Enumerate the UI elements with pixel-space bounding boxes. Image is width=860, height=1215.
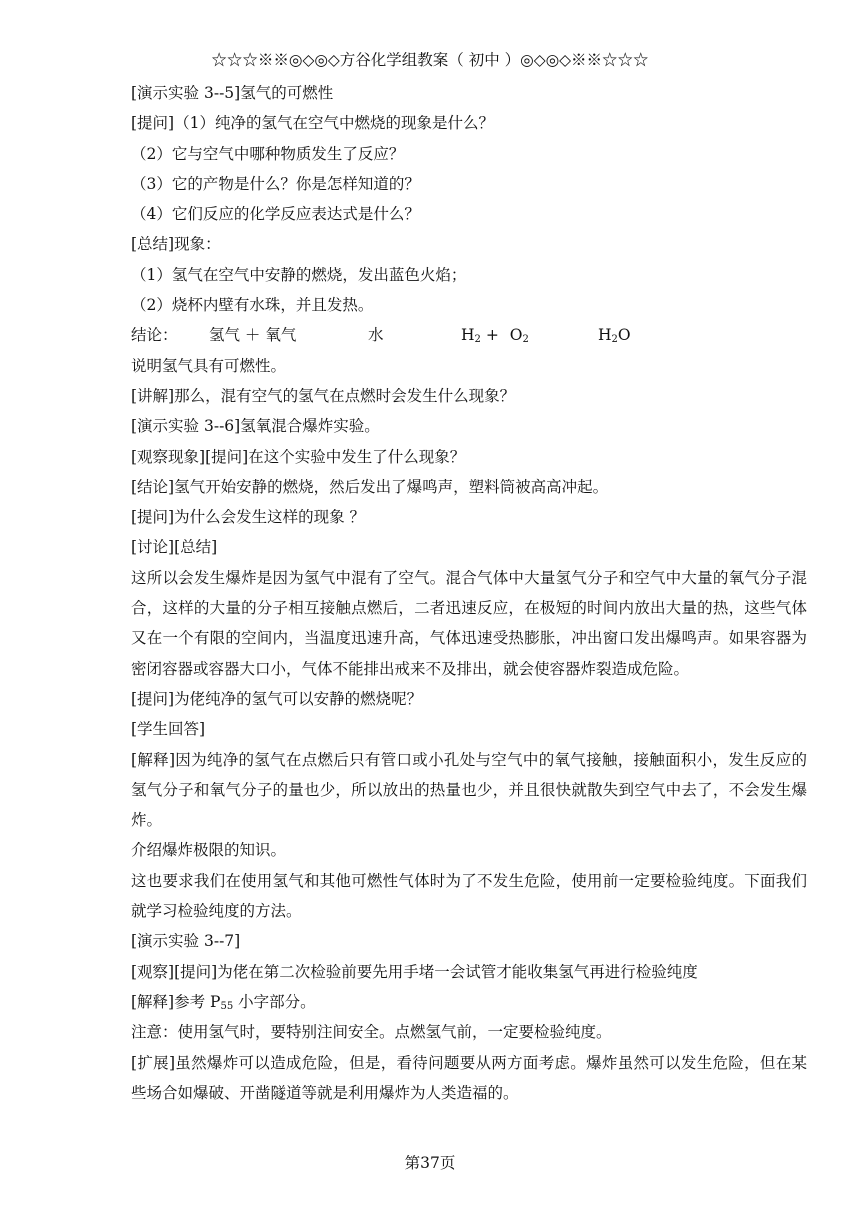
lesson-body	[131, 78, 807, 1108]
explosion-paragraph: 这所以会发生爆炸是因为氢气中混有了空气。混合气体中大量氢气分子和空气中大量的氧气分子混合，这样的大量的分子相互接触点燃后，二者迅速反应，在极短的时间内放出大量的热，这些气体又在一个有限的空间内，当温度迅速升高，气体迅速受热膨胀，冲出窗口发出爆鸣声。如果容器为密闭容器或容器大口小，气体不能排出戒来不及排出，就会使容器炸裂造成危险。	[131, 568, 807, 678]
text-line: [提问]为什么会发生这样的现象 ？	[131, 508, 366, 527]
page-number: 第37页	[404, 1154, 456, 1172]
text-line: [演示实验 3--7]	[131, 932, 241, 951]
text-line: （3）它的产物是什么？你是怎样知道的？	[131, 174, 420, 193]
word-reactants: 氢气 ＋ 氧气	[209, 326, 297, 345]
text-line: [讨论][总结]	[131, 538, 218, 557]
purity-paragraph: 这也要求我们在使用氢气和其他可燃性气体时为了不发生危险，使用前一定要检验纯度。下面我们就学习检验纯度的方法。	[131, 871, 807, 921]
word-product: 水	[368, 326, 384, 345]
symbol-reactants: $H_2 + O_2$	[461, 326, 529, 346]
reaction-formula	[131, 320, 807, 350]
text-line: （2）烧杯内壁有水珠，并且发热。	[131, 296, 374, 315]
text-line: [演示实验 3--5]氢气的可燃性	[131, 84, 334, 102]
reference-line: [解释]参考 $P_{55}$ 小字部分。	[131, 992, 316, 1012]
text-line: 介绍爆炸极限的知识。	[131, 841, 287, 860]
text-line: [结论]氢气开始安静的燃烧，然后发出了爆鸣声，塑料筒被高高冲起。	[131, 477, 609, 496]
text-line: [观察][提问]为佬在第二次检验前要先用手堵一会试管才能收集氢气再进行检验纯度	[131, 962, 698, 981]
text-line: （2）它与空气中哪种物质发生了反应？	[131, 144, 405, 163]
text-line: 说明氢气具有可燃性。	[131, 356, 287, 375]
page-header: ☆☆☆※※◎◇◎◇方谷化学组教案（ 初中 ）◎◇◎◇※※☆☆☆	[211, 51, 649, 69]
text-line: [提问]（1）纯净的氢气在空气中燃烧的现象是什么？	[131, 114, 494, 133]
text-line: [观察现象][提问]在这个实验中发生了什么现象？	[131, 447, 466, 466]
text-line: [提问]为佬纯净的氢气可以安静的燃烧呢？	[131, 689, 423, 708]
explanation-paragraph: [解释]因为纯净的氢气在点燃后只有管口或小孔处与空气中的氧气接触，接触面积小，发生反应的氢气分子和氧气分子的量也少，所以放出的热量也少，并且很快就散失到空气中去了，不会发生爆炸。	[131, 750, 807, 830]
text-line: 注意：使用氢气时，要特别注间安全。点燃氢气前，一定要检验纯度。	[131, 1023, 612, 1042]
symbol-product: $H_2O$	[598, 326, 631, 346]
text-line: [总结]现象：	[131, 235, 221, 254]
text-line: （4）它们反应的化学反应表达式是什么？	[131, 205, 420, 224]
formula-label: 结论：	[131, 326, 178, 345]
text-line: [讲解]那么，混有空气的氢气在点燃时会发生什么现象？	[131, 386, 516, 405]
text-line: （1）氢气在空气中安静的燃烧，发出蓝色火焰；	[131, 265, 467, 284]
extension-paragraph: [扩展]虽然爆炸可以造成危险，但是，看待问题要从两方面考虑。爆炸虽然可以发生危险，但在某些场合如爆破、开凿隧道等就是利用爆炸为人类造福的。	[131, 1053, 807, 1102]
text-line: [演示实验 3--6]氢氧混合爆炸实验。	[131, 417, 380, 436]
text-line: [学生回答]	[131, 720, 206, 739]
